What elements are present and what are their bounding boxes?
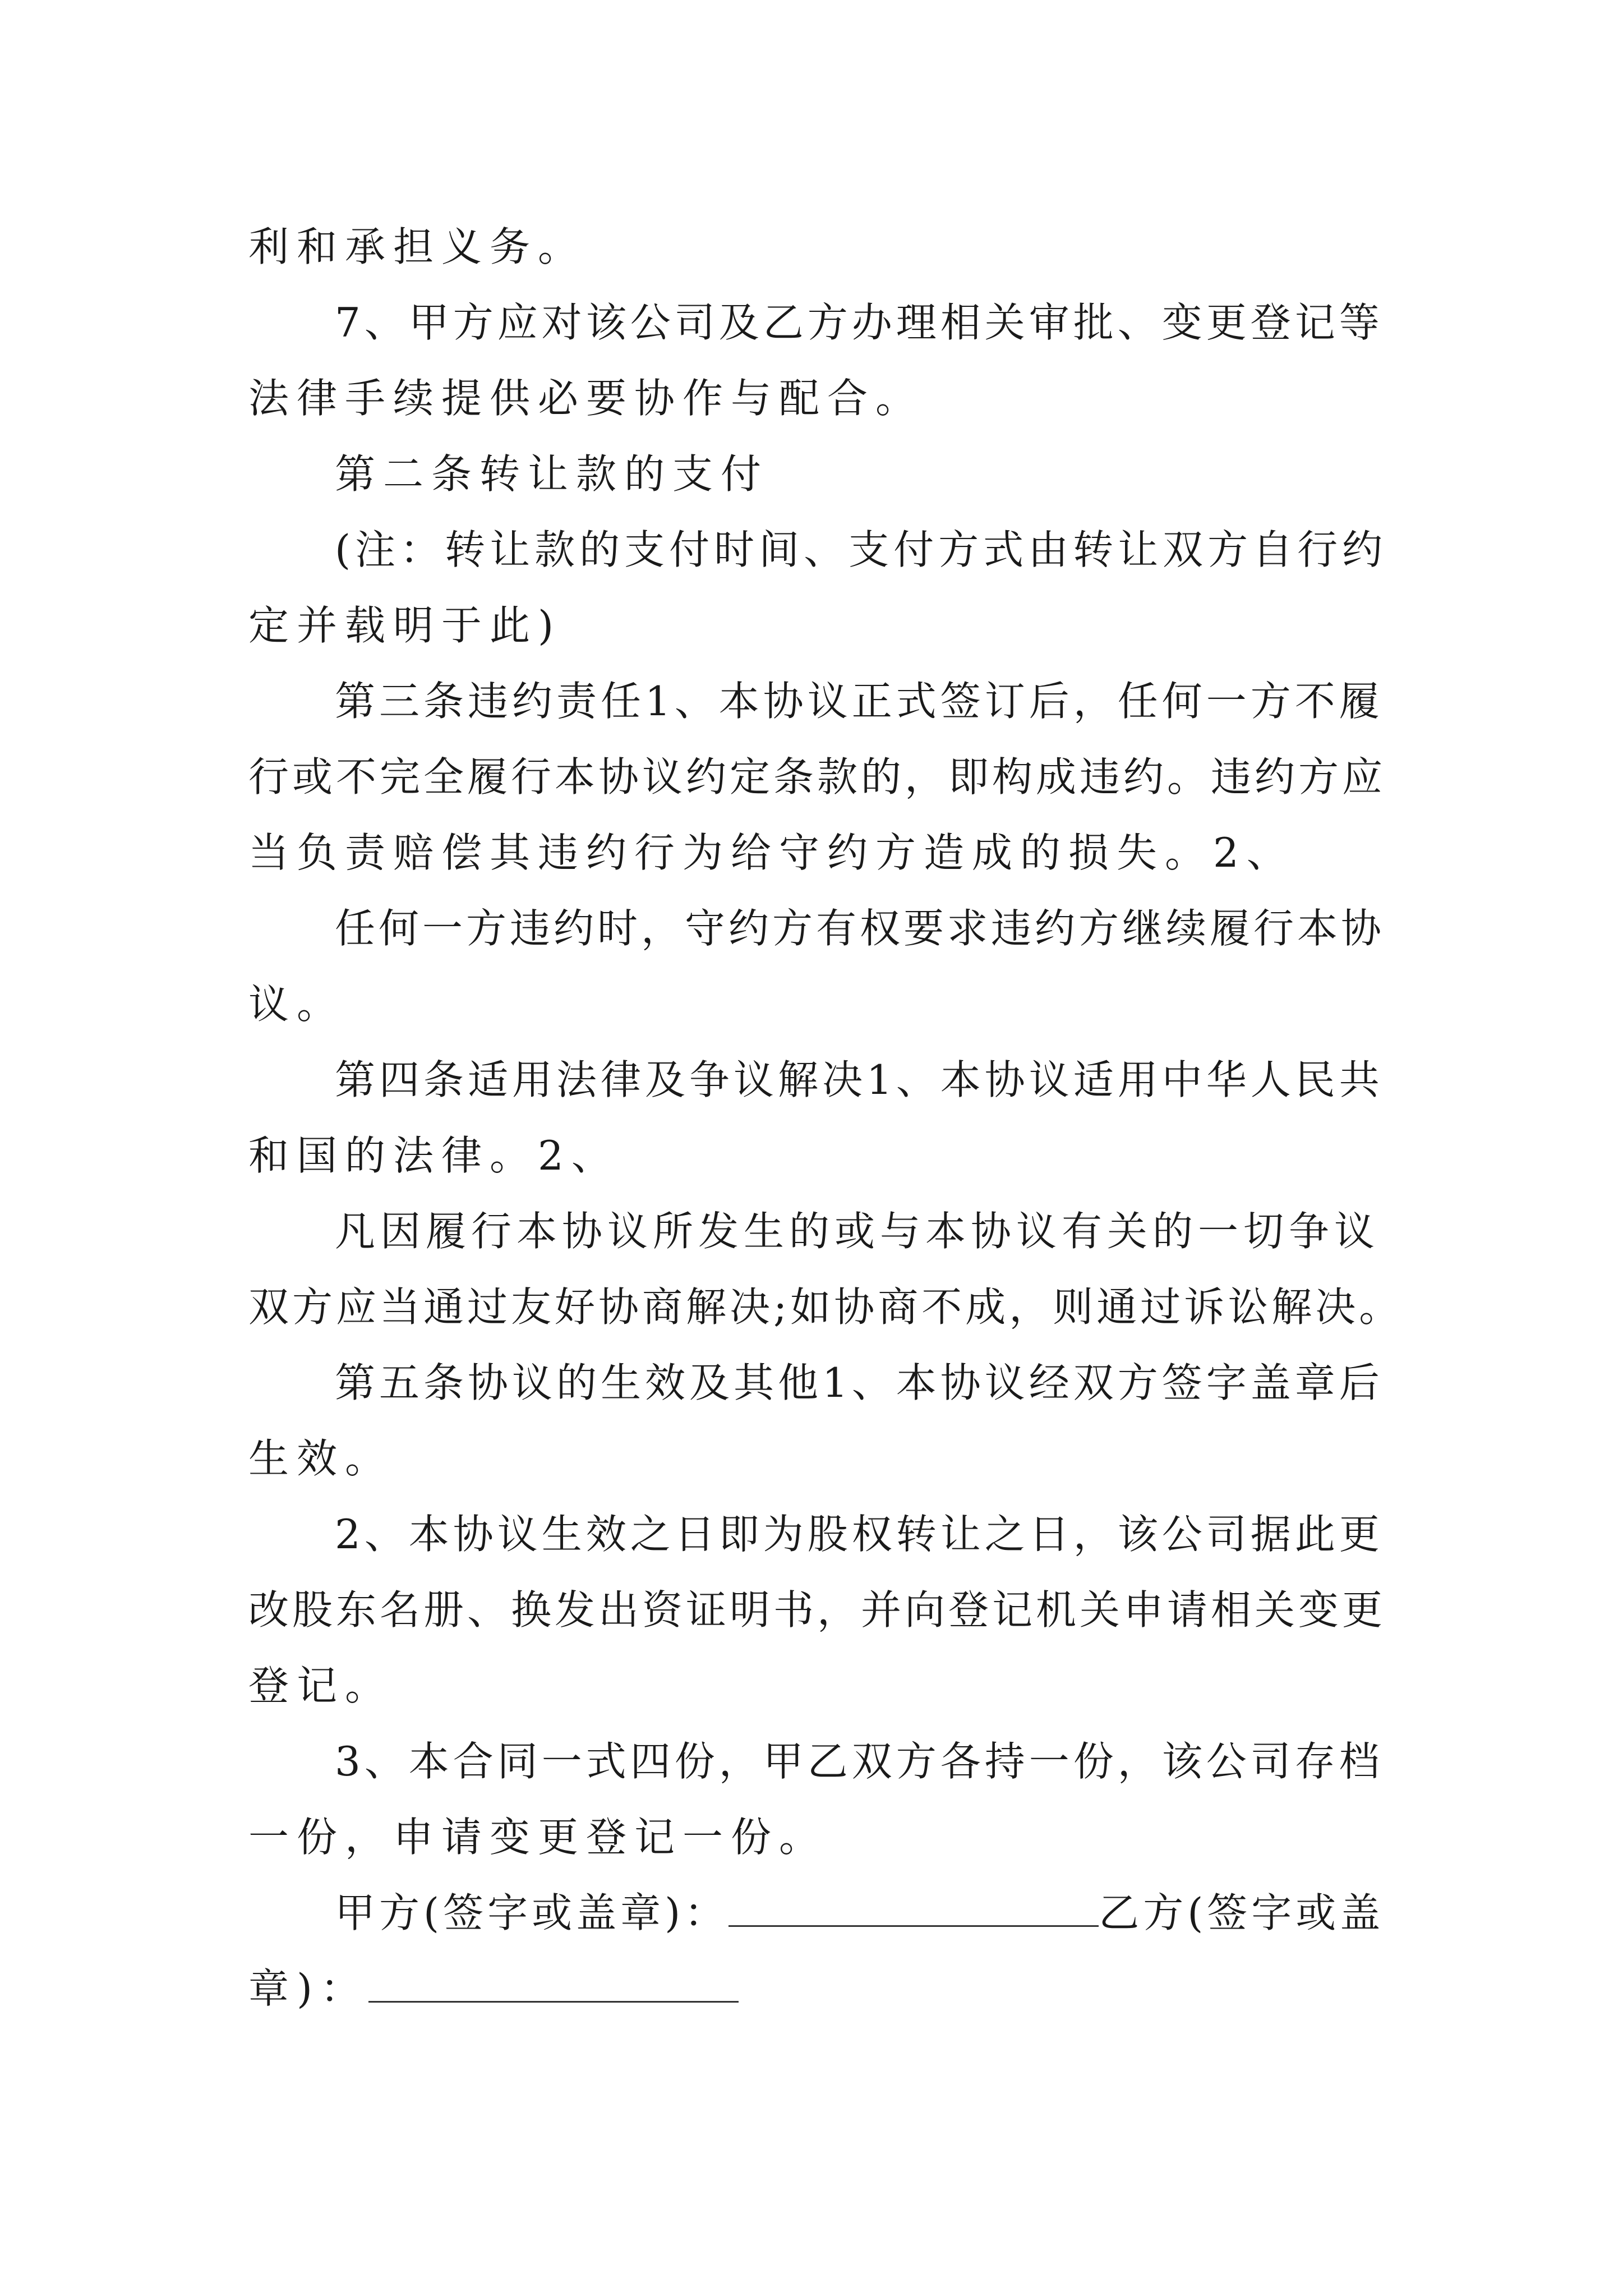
signature-row-party-b — [248, 1961, 1387, 2017]
party-a-signature-label: 甲方(签字或盖章)： — [335, 1889, 729, 1936]
paragraph-line: 2、本协议生效之日即为股权转让之日，该公司据此更 — [335, 1511, 1384, 1558]
paragraph-line: 利和承担义务。 — [248, 223, 587, 270]
signature-row-party-a — [335, 1885, 1389, 1941]
paragraph-line: (注：转让款的支付时间、支付方式由转让双方自行约 — [335, 526, 1387, 573]
paragraph-line: 法律手续提供必要协作与配合。 — [248, 375, 924, 422]
paragraph-line: 生效。 — [248, 1435, 394, 1482]
paragraph-line: 一份，申请变更登记一份。 — [248, 1814, 828, 1861]
paragraph-line: 定并载明于此) — [248, 602, 562, 649]
party-b-signature-label: 乙方(签字或盖 — [1099, 1889, 1385, 1936]
paragraph-line: 3、本合同一式四份，甲乙双方各持一份，该公司存档 — [335, 1738, 1384, 1785]
paragraph-line: 凡因履行本协议所发生的或与本协议有关的一切争议 — [335, 1208, 1380, 1255]
paragraph-line: 第三条违约责任1、本协议正式签订后，任何一方不履 — [335, 678, 1384, 725]
party-b-signature-blank[interactable] — [368, 1966, 739, 2003]
paragraph-line: 第五条协议的生效及其他1、本协议经双方签字盖章后 — [335, 1359, 1384, 1406]
paragraph-line: 改股东名册、换发出资证明书，并向登记机关申请相关变更 — [248, 1586, 1386, 1634]
party-b-signature-label-cont: 章)： — [248, 1965, 369, 2012]
paragraph-line: 第四条适用法律及争议解决1、本协议适用中华人民共 — [335, 1056, 1384, 1103]
paragraph-line: 和国的法律。2、 — [248, 1132, 620, 1179]
paragraph-line: 任何一方违约时，守约方有权要求违约方继续履行本协 — [335, 905, 1385, 952]
party-a-signature-blank[interactable] — [728, 1890, 1099, 1927]
paragraph-line: 议。 — [248, 981, 345, 1028]
paragraph-line: 7、甲方应对该公司及乙方办理相关审批、变更登记等 — [335, 299, 1384, 346]
paragraph-line: 当负责赔偿其违约行为给守约方造成的损失。2、 — [248, 829, 1295, 876]
paragraph-line: 行或不完全履行本协议约定条款的，即构成违约。违约方应 — [248, 753, 1386, 800]
section-heading: 第二条转让款的支付 — [335, 450, 769, 498]
paragraph-line: 双方应当通过友好协商解决;如协商不成，则通过诉讼解决。 — [248, 1283, 1403, 1331]
paragraph-line: 登记。 — [248, 1662, 394, 1709]
